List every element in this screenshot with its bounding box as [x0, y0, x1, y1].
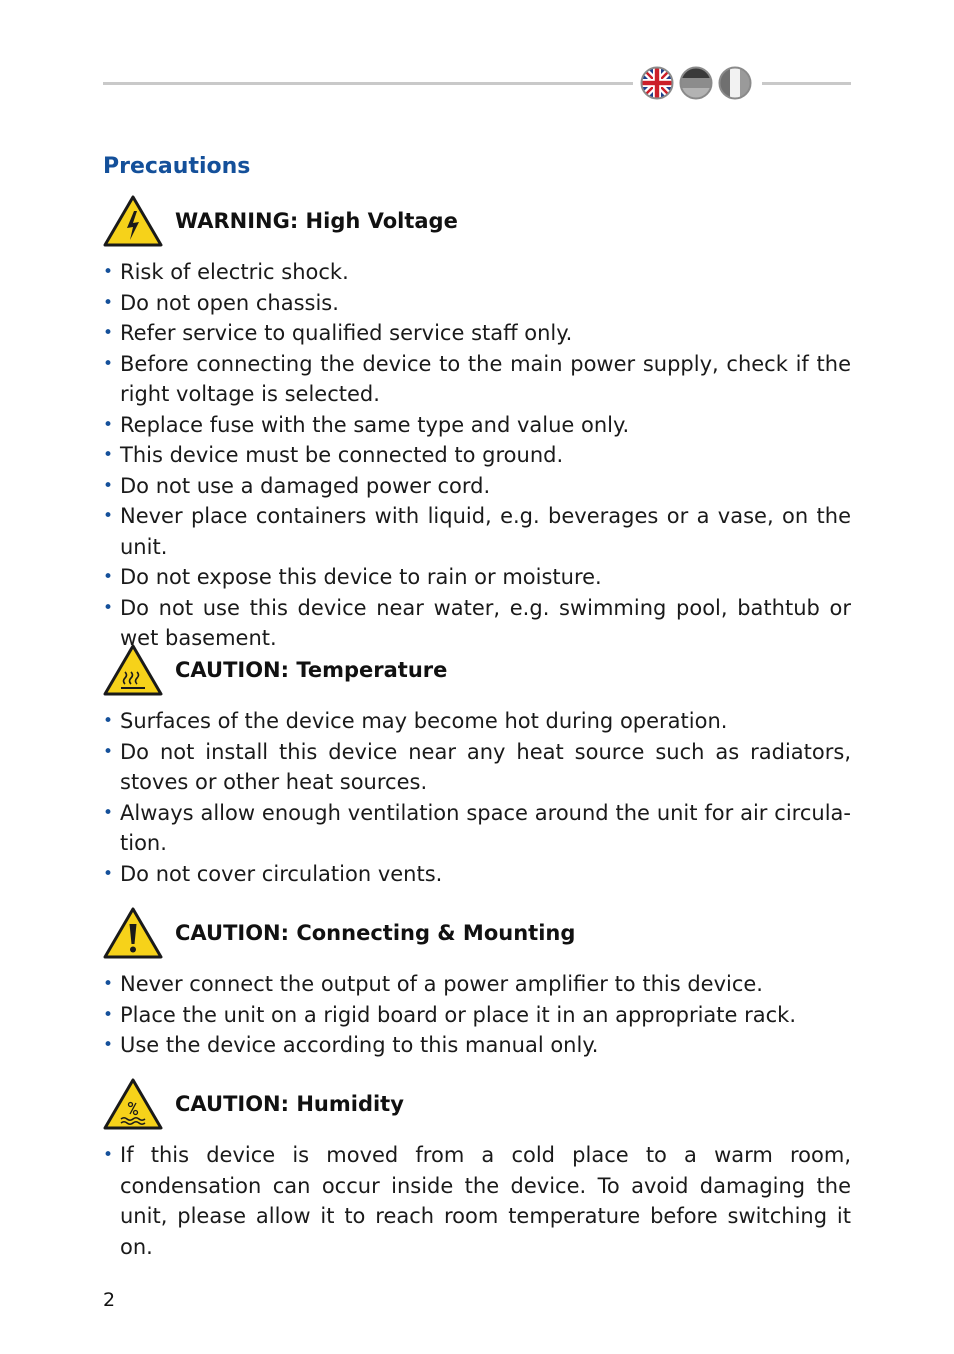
bullet-list: [103, 1140, 851, 1262]
connecting-mounting-section: [103, 907, 851, 1061]
temperature-section: [103, 644, 851, 889]
page-title: Precautions: [103, 154, 251, 179]
bullet-list: [103, 969, 851, 1061]
bullet-list: [103, 706, 851, 889]
high-voltage-warning-icon: [103, 195, 163, 247]
list-item: • Replace fuse with the same type and value only.: [103, 410, 851, 441]
list-item: • Refer service to qualified service staff only.: [103, 318, 851, 349]
list-item: • Place the unit on a rigid board or place it in an appropriate rack.: [103, 1000, 851, 1031]
section-title: CAUTION: Connecting & Mounting: [175, 921, 576, 945]
humidity-warning-icon: [103, 1078, 163, 1130]
humidity-section: [103, 1078, 851, 1262]
de-flag-icon[interactable]: [679, 66, 713, 100]
list-item: • Do not open chassis.: [103, 288, 851, 319]
list-item: • Before connecting the device to the main power supply, check if the right voltage is selected.: [103, 349, 851, 410]
bullet-list: [103, 257, 851, 654]
list-item: • Always allow enough ventilation space around the unit for air circula-tion.: [103, 798, 851, 859]
list-item: • Surfaces of the device may become hot during operation.: [103, 706, 851, 737]
hot-surface-warning-icon: [103, 644, 163, 696]
exclamation-warning-icon: [103, 907, 163, 959]
header-rule-right: [762, 82, 851, 85]
list-item: • Do not expose this device to rain or moisture.: [103, 562, 851, 593]
list-item: • Do not install this device near any heat source such as radiators, stoves or other heat sources.: [103, 737, 851, 798]
fr-flag-icon[interactable]: [718, 66, 752, 100]
list-item: • Do not use this device near water, e.g. swimming pool, bathtub or wet basement.: [103, 593, 851, 654]
section-title: WARNING: High Voltage: [175, 209, 458, 233]
list-item: • Do not cover circulation vents.: [103, 859, 851, 890]
high-voltage-section: [103, 195, 851, 654]
list-item: • This device must be connected to ground.: [103, 440, 851, 471]
section-title: CAUTION: Humidity: [175, 1092, 404, 1116]
uk-flag-icon[interactable]: [640, 66, 674, 100]
list-item: • Never connect the output of a power amplifier to this device.: [103, 969, 851, 1000]
header-rule-left: [103, 82, 633, 85]
list-item: • Risk of electric shock.: [103, 257, 851, 288]
list-item: • Never place containers with liquid, e.g. beverages or a vase, on the unit.: [103, 501, 851, 562]
list-item: • Do not use a damaged power cord.: [103, 471, 851, 502]
list-item: • If this device is moved from a cold place to a warm room, condensation can occur inside the device. To avoid damaging the unit, please allow it to reach room temperature before switching it on.: [103, 1140, 851, 1262]
section-title: CAUTION: Temperature: [175, 658, 448, 682]
list-item: • Use the device according to this manual only.: [103, 1030, 851, 1061]
page-number: 2: [103, 1289, 116, 1311]
language-flags: [640, 66, 752, 102]
